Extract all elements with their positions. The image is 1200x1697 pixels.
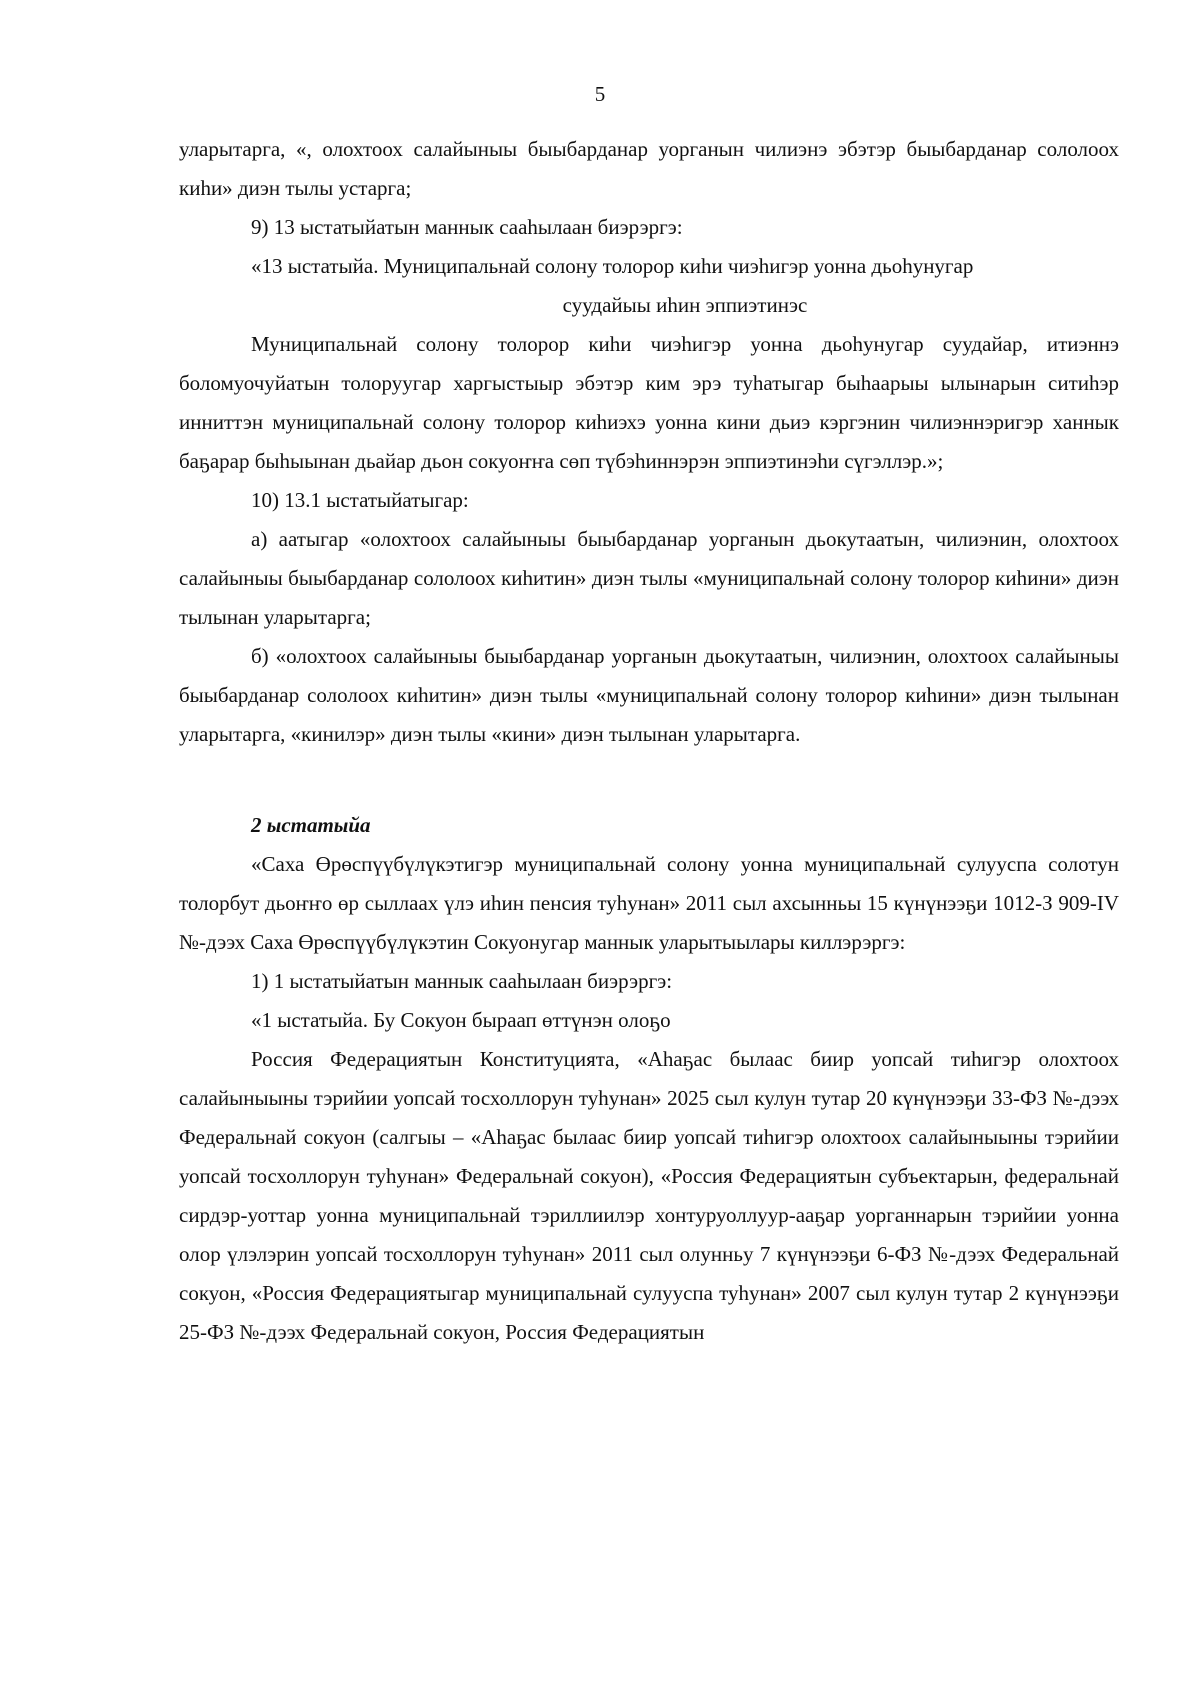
article-1-body: Россия Федерациятын Конституцията, «Аһаҕас былаас биир уопсай тиһигэр олохтоох салайыныыны тэрийии уопсай тосхоллорун туһунан» 2025 сыл кулун тутар 20 күнүнээҕи 33-ФЗ №-дээх Федеральнай сокуон (салгыы – «Аһаҕас былаас биир уопсай тиһигэр олохтоох салайыныыны тэрийии уопсай тосхоллорун туһунан» Федеральнай сокуон), «Россия Федерациятын субъектарын, федеральнай сирдэр-уоттар уонна муниципальнай тэриллиилэр хонтуруоллуур-ааҕар уорганнарын тэрийии уонна олор үлэлэрин уопсай тосхоллорун туһунан» 2011 сыл олунньу 7 күнүнээҕи 6-ФЗ №-дээх Федеральнай сокуон, «Россия Федерациятыгар муниципальнай сулууспа туһунан» 2007 сыл кулун тутар 2 күнүнээҕи 25-ФЗ №-дээх Федеральнай сокуон, Россия Федерациятын bbox=[179, 1047, 1119, 1344]
article-2-heading: 2 ыстатыйа bbox=[251, 813, 371, 837]
page-number: 5 bbox=[594, 82, 606, 106]
paragraph-continuation: уларытарга, «, олохтоох салайыныы быыбарданар уорганын чилиэнэ эбэтэр быыбарданар сололоох киһи» диэн тылы устарга; bbox=[179, 137, 1119, 200]
document-body bbox=[179, 130, 1119, 1352]
article-2-intro: «Саха Өрөспүүбүлүкэтигэр муниципальнай солону уонна муниципальнай сулууспа солотун толорбут дьоҥҥо өр сыллаах үлэ иһин пенсия туһунан» 2011 сыл ахсынньы 15 күнүнээҕи 1012-З 909-IV №-дээх Саха Өрөспүүбүлүкэтин Сокуонугар маннык уларытыылары киллэрэргэ: bbox=[179, 852, 1119, 954]
article-1-title: «1 ыстатыйа. Бу Сокуон быраап өттүнэн олоҕо bbox=[251, 1008, 671, 1032]
article-13-body: Муниципальнай солону толорор киһи чиэһигэр уонна дьоһунугар суудайар, итиэннэ боломуочуйатын толоруугар харгыстыыр эбэтэр ким эрэ туһатыгар быһаарыы ылынарын ситиһэр инниттэн муниципальнай солону толорор киһиэхэ уонна кини дьиэ кэргэнин чилиэннэригэр ханнык баҕарар быһыынан дьайар дьон сокуоҥҥа сөп түбэһиннэрэн эппиэтинэһи сүгэллэр.»; bbox=[179, 332, 1119, 473]
subitem-b: б) «олохтоох салайыныы быыбарданар уорганын дьокутаатын, чилиэнин, олохтоох салайыныы быыбарданар сололоох киһитин» диэн тылы «муниципальнай солону толорор киһини» диэн тылынан уларытарга, «кинилэр» диэн тылы «кини» диэн тылынан уларытарга. bbox=[179, 644, 1119, 746]
article-13-title-line2: суудайыы иһин эппиэтинэс bbox=[562, 293, 808, 317]
section-spacer bbox=[179, 754, 1119, 806]
subitem-a: а) аатыгар «олохтоох салайыныы быыбарданар уорганын дьокутаатын, чилиэнин, олохтоох салайыныы быыбарданар сололоох киһитин» диэн тылы «муниципальнай солону толорор киһини» диэн тылынан уларытарга; bbox=[179, 527, 1119, 629]
list-item-10: 10) 13.1 ыстатыйатыгар: bbox=[251, 488, 469, 512]
article-13-title-line1: «13 ыстатыйа. Муниципальнай солону толорор киһи чиэһигэр уонна дьоһунугар bbox=[251, 254, 974, 278]
article-2-list-item-1: 1) 1 ыстатыйатын маннык сааһылаан биэрэргэ: bbox=[251, 969, 673, 993]
list-item-9: 9) 13 ыстатыйатын маннык сааһылаан биэрэргэ: bbox=[251, 215, 683, 239]
